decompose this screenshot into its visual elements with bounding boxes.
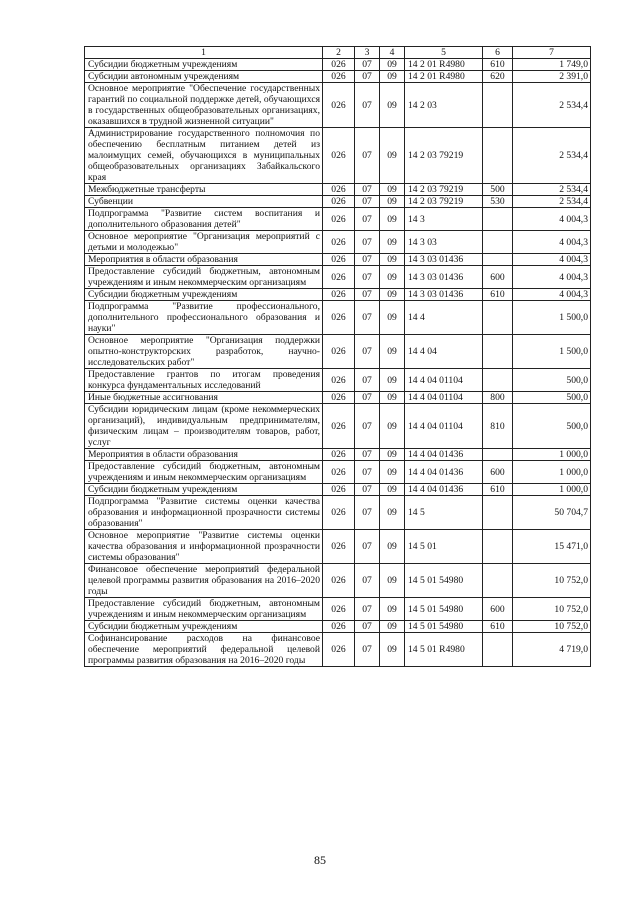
subsection-code-cell: 09 xyxy=(380,254,405,266)
expense-name-cell: Подпрограмма "Развитие систем воспитания и дополнительного образования детей" xyxy=(85,208,323,231)
section-code-cell: 07 xyxy=(355,449,380,461)
expense-name-cell: Основное мероприятие "Обеспечение государственных гарантий по социальной поддержке детей, обучающихся в государственных общеобразовательных организациях, оказавшихся в трудной жизненной ситуации" xyxy=(85,83,323,128)
section-code-cell: 07 xyxy=(355,196,380,208)
section-code-cell: 07 xyxy=(355,266,380,289)
table-row xyxy=(85,71,591,83)
subsection-code-cell: 09 xyxy=(380,196,405,208)
ministry-code-cell: 026 xyxy=(323,392,355,404)
section-code-cell: 07 xyxy=(355,484,380,496)
target-article-cell: 14 2 03 79219 xyxy=(405,196,483,208)
expense-type-cell: 600 xyxy=(483,266,513,289)
expense-name-cell: Администрирование государственного полномочия по обеспечению бесплатным питанием детей из малоимущих семей, обучающихся в муниципальных общеобразовательных организациях Забайкальского края xyxy=(85,128,323,184)
ministry-code-cell: 026 xyxy=(323,254,355,266)
table-row xyxy=(85,530,591,564)
section-code-cell: 07 xyxy=(355,335,380,369)
expense-type-cell xyxy=(483,633,513,667)
table-row xyxy=(85,392,591,404)
expense-name-cell: Субсидии бюджетным учреждениям xyxy=(85,289,323,301)
target-article-cell: 14 5 01 R4980 xyxy=(405,633,483,667)
table-row xyxy=(85,301,591,335)
amount-cell: 4 719,0 xyxy=(513,633,591,667)
target-article-cell: 14 3 03 01436 xyxy=(405,266,483,289)
column-header: 6 xyxy=(483,47,513,59)
subsection-code-cell: 09 xyxy=(380,369,405,392)
expense-name-cell: Основное мероприятие "Организация мероприятий с детьми и молодежью" xyxy=(85,231,323,254)
expense-name-cell: Предоставление субсидий бюджетным, автономным учреждениям и иным некоммерческим организациям xyxy=(85,598,323,621)
ministry-code-cell: 026 xyxy=(323,621,355,633)
expense-type-cell: 610 xyxy=(483,484,513,496)
section-code-cell: 07 xyxy=(355,231,380,254)
expense-name-cell: Предоставление грантов по итогам проведения конкурса фундаментальных исследований xyxy=(85,369,323,392)
table-row xyxy=(85,266,591,289)
expense-type-cell: 610 xyxy=(483,621,513,633)
amount-cell: 1 000,0 xyxy=(513,449,591,461)
section-code-cell: 07 xyxy=(355,598,380,621)
target-article-cell: 14 5 01 54980 xyxy=(405,564,483,598)
table-row xyxy=(85,633,591,667)
expense-name-cell: Субсидии бюджетным учреждениям xyxy=(85,621,323,633)
ministry-code-cell: 026 xyxy=(323,301,355,335)
table-row xyxy=(85,449,591,461)
subsection-code-cell: 09 xyxy=(380,633,405,667)
expense-name-cell: Субвенции xyxy=(85,196,323,208)
subsection-code-cell: 09 xyxy=(380,335,405,369)
expense-type-cell: 600 xyxy=(483,598,513,621)
section-code-cell: 07 xyxy=(355,301,380,335)
section-code-cell: 07 xyxy=(355,392,380,404)
subsection-code-cell: 09 xyxy=(380,208,405,231)
table-row xyxy=(85,59,591,71)
table-row xyxy=(85,208,591,231)
expense-type-cell: 530 xyxy=(483,196,513,208)
column-header: 4 xyxy=(380,47,405,59)
amount-cell: 500,0 xyxy=(513,392,591,404)
table-row xyxy=(85,404,591,449)
target-article-cell: 14 4 04 01104 xyxy=(405,369,483,392)
subsection-code-cell: 09 xyxy=(380,496,405,530)
section-code-cell: 07 xyxy=(355,369,380,392)
amount-cell: 500,0 xyxy=(513,369,591,392)
section-code-cell: 07 xyxy=(355,128,380,184)
expense-name-cell: Основное мероприятие "Организация поддержки опытно-конструкторских разработок, научно-исследовательских работ" xyxy=(85,335,323,369)
table-row xyxy=(85,254,591,266)
column-header: 5 xyxy=(405,47,483,59)
subsection-code-cell: 09 xyxy=(380,461,405,484)
ministry-code-cell: 026 xyxy=(323,484,355,496)
ministry-code-cell: 026 xyxy=(323,289,355,301)
table-row xyxy=(85,196,591,208)
target-article-cell: 14 4 04 01436 xyxy=(405,484,483,496)
target-article-cell: 14 3 03 01436 xyxy=(405,254,483,266)
section-code-cell: 07 xyxy=(355,289,380,301)
table-row xyxy=(85,564,591,598)
section-code-cell: 07 xyxy=(355,633,380,667)
section-code-cell: 07 xyxy=(355,530,380,564)
expense-type-cell xyxy=(483,335,513,369)
subsection-code-cell: 09 xyxy=(380,289,405,301)
column-header: 3 xyxy=(355,47,380,59)
amount-cell: 1 500,0 xyxy=(513,301,591,335)
amount-cell: 4 004,3 xyxy=(513,289,591,301)
expense-name-cell: Субсидии юридическим лицам (кроме некоммерческих организаций), индивидуальным предпринимателям, физическим лицам – производителям товаров, работ, услуг xyxy=(85,404,323,449)
section-code-cell: 07 xyxy=(355,404,380,449)
target-article-cell: 14 3 03 01436 xyxy=(405,289,483,301)
ministry-code-cell: 026 xyxy=(323,231,355,254)
table-row xyxy=(85,231,591,254)
expense-name-cell: Мероприятия в области образования xyxy=(85,449,323,461)
expense-name-cell: Софинансирование расходов на финансовое обеспечение мероприятий федеральной целевой программы развития образования на 2016–2020 годы xyxy=(85,633,323,667)
ministry-code-cell: 026 xyxy=(323,266,355,289)
table-row xyxy=(85,369,591,392)
expense-name-cell: Субсидии бюджетным учреждениям xyxy=(85,59,323,71)
subsection-code-cell: 09 xyxy=(380,392,405,404)
section-code-cell: 07 xyxy=(355,71,380,83)
amount-cell: 1 000,0 xyxy=(513,484,591,496)
amount-cell: 2 534,4 xyxy=(513,83,591,128)
table-row xyxy=(85,496,591,530)
ministry-code-cell: 026 xyxy=(323,184,355,196)
page-number: 85 xyxy=(314,853,326,867)
ministry-code-cell: 026 xyxy=(323,128,355,184)
amount-cell: 4 004,3 xyxy=(513,231,591,254)
ministry-code-cell: 026 xyxy=(323,71,355,83)
target-article-cell: 14 5 01 54980 xyxy=(405,621,483,633)
expense-name-cell: Предоставление субсидий бюджетным, автономным учреждениям и иным некоммерческим организациям xyxy=(85,461,323,484)
section-code-cell: 07 xyxy=(355,461,380,484)
amount-cell: 2 534,4 xyxy=(513,128,591,184)
table-row xyxy=(85,484,591,496)
ministry-code-cell: 026 xyxy=(323,369,355,392)
table-row xyxy=(85,184,591,196)
subsection-code-cell: 09 xyxy=(380,231,405,254)
column-header: 2 xyxy=(323,47,355,59)
target-article-cell: 14 2 03 79219 xyxy=(405,128,483,184)
target-article-cell: 14 2 01 R4980 xyxy=(405,59,483,71)
expense-type-cell xyxy=(483,301,513,335)
target-article-cell: 14 4 04 xyxy=(405,335,483,369)
ministry-code-cell: 026 xyxy=(323,335,355,369)
expense-type-cell xyxy=(483,369,513,392)
ministry-code-cell: 026 xyxy=(323,496,355,530)
amount-cell: 4 004,3 xyxy=(513,266,591,289)
ministry-code-cell: 026 xyxy=(323,449,355,461)
table-body xyxy=(85,59,591,667)
amount-cell: 1 500,0 xyxy=(513,335,591,369)
section-code-cell: 07 xyxy=(355,564,380,598)
expense-type-cell xyxy=(483,128,513,184)
subsection-code-cell: 09 xyxy=(380,184,405,196)
amount-cell: 1 749,0 xyxy=(513,59,591,71)
target-article-cell: 14 4 04 01104 xyxy=(405,392,483,404)
expense-name-cell: Субсидии автономным учреждениям xyxy=(85,71,323,83)
amount-cell: 4 004,3 xyxy=(513,254,591,266)
budget-table xyxy=(84,46,591,667)
section-code-cell: 07 xyxy=(355,83,380,128)
amount-cell: 2 391,0 xyxy=(513,71,591,83)
column-header: 1 xyxy=(85,47,323,59)
expense-type-cell xyxy=(483,530,513,564)
expense-name-cell: Иные бюджетные ассигнования xyxy=(85,392,323,404)
expense-type-cell xyxy=(483,83,513,128)
section-code-cell: 07 xyxy=(355,254,380,266)
subsection-code-cell: 09 xyxy=(380,128,405,184)
ministry-code-cell: 026 xyxy=(323,83,355,128)
subsection-code-cell: 09 xyxy=(380,449,405,461)
ministry-code-cell: 026 xyxy=(323,196,355,208)
expense-type-cell xyxy=(483,254,513,266)
amount-cell: 500,0 xyxy=(513,404,591,449)
subsection-code-cell: 09 xyxy=(380,598,405,621)
target-article-cell: 14 4 04 01436 xyxy=(405,449,483,461)
expense-name-cell: Финансовое обеспечение мероприятий федеральной целевой программы развития образования на 2016–2020 годы xyxy=(85,564,323,598)
subsection-code-cell: 09 xyxy=(380,484,405,496)
table-row xyxy=(85,289,591,301)
ministry-code-cell: 026 xyxy=(323,404,355,449)
target-article-cell: 14 2 03 79219 xyxy=(405,184,483,196)
subsection-code-cell: 09 xyxy=(380,564,405,598)
ministry-code-cell: 026 xyxy=(323,461,355,484)
subsection-code-cell: 09 xyxy=(380,530,405,564)
expense-name-cell: Межбюджетные трансферты xyxy=(85,184,323,196)
expense-type-cell xyxy=(483,208,513,231)
subsection-code-cell: 09 xyxy=(380,71,405,83)
target-article-cell: 14 5 01 xyxy=(405,530,483,564)
subsection-code-cell: 09 xyxy=(380,621,405,633)
amount-cell: 1 000,0 xyxy=(513,461,591,484)
expense-type-cell: 610 xyxy=(483,289,513,301)
ministry-code-cell: 026 xyxy=(323,208,355,231)
section-code-cell: 07 xyxy=(355,496,380,530)
section-code-cell: 07 xyxy=(355,621,380,633)
amount-cell: 15 471,0 xyxy=(513,530,591,564)
table-row xyxy=(85,461,591,484)
ministry-code-cell: 026 xyxy=(323,530,355,564)
table-row xyxy=(85,621,591,633)
amount-cell: 2 534,4 xyxy=(513,184,591,196)
ministry-code-cell: 026 xyxy=(323,633,355,667)
target-article-cell: 14 3 xyxy=(405,208,483,231)
column-header: 7 xyxy=(513,47,591,59)
section-code-cell: 07 xyxy=(355,208,380,231)
column-number-row xyxy=(85,47,591,59)
target-article-cell: 14 5 01 54980 xyxy=(405,598,483,621)
expense-name-cell: Подпрограмма "Развитие системы оценки качества образования и информационной прозрачности системы образования" xyxy=(85,496,323,530)
ministry-code-cell: 026 xyxy=(323,59,355,71)
subsection-code-cell: 09 xyxy=(380,301,405,335)
subsection-code-cell: 09 xyxy=(380,266,405,289)
expense-name-cell: Подпрограмма "Развитие профессионального, дополнительного профессионального образования и науки" xyxy=(85,301,323,335)
subsection-code-cell: 09 xyxy=(380,404,405,449)
expense-type-cell: 600 xyxy=(483,461,513,484)
target-article-cell: 14 5 xyxy=(405,496,483,530)
section-code-cell: 07 xyxy=(355,59,380,71)
expense-type-cell xyxy=(483,496,513,530)
table-row xyxy=(85,83,591,128)
subsection-code-cell: 09 xyxy=(380,59,405,71)
target-article-cell: 14 4 xyxy=(405,301,483,335)
amount-cell: 10 752,0 xyxy=(513,564,591,598)
target-article-cell: 14 4 04 01104 xyxy=(405,404,483,449)
expense-type-cell xyxy=(483,449,513,461)
expense-name-cell: Предоставление субсидий бюджетным, автономным учреждениям и иным некоммерческим организациям xyxy=(85,266,323,289)
target-article-cell: 14 2 01 R4980 xyxy=(405,71,483,83)
amount-cell: 10 752,0 xyxy=(513,598,591,621)
ministry-code-cell: 026 xyxy=(323,564,355,598)
expense-type-cell: 500 xyxy=(483,184,513,196)
expense-type-cell xyxy=(483,231,513,254)
expense-name-cell: Субсидии бюджетным учреждениям xyxy=(85,484,323,496)
expense-name-cell: Мероприятия в области образования xyxy=(85,254,323,266)
expense-type-cell: 610 xyxy=(483,59,513,71)
expense-type-cell: 620 xyxy=(483,71,513,83)
ministry-code-cell: 026 xyxy=(323,598,355,621)
expense-type-cell: 810 xyxy=(483,404,513,449)
expense-type-cell: 800 xyxy=(483,392,513,404)
expense-type-cell xyxy=(483,564,513,598)
table-row xyxy=(85,128,591,184)
expense-name-cell: Основное мероприятие "Развитие системы оценки качества образования и информационной прозрачности системы образования" xyxy=(85,530,323,564)
table-row xyxy=(85,598,591,621)
amount-cell: 10 752,0 xyxy=(513,621,591,633)
target-article-cell: 14 3 03 xyxy=(405,231,483,254)
target-article-cell: 14 2 03 xyxy=(405,83,483,128)
table-row xyxy=(85,335,591,369)
amount-cell: 2 534,4 xyxy=(513,196,591,208)
section-code-cell: 07 xyxy=(355,184,380,196)
subsection-code-cell: 09 xyxy=(380,83,405,128)
amount-cell: 4 004,3 xyxy=(513,208,591,231)
target-article-cell: 14 4 04 01436 xyxy=(405,461,483,484)
amount-cell: 50 704,7 xyxy=(513,496,591,530)
